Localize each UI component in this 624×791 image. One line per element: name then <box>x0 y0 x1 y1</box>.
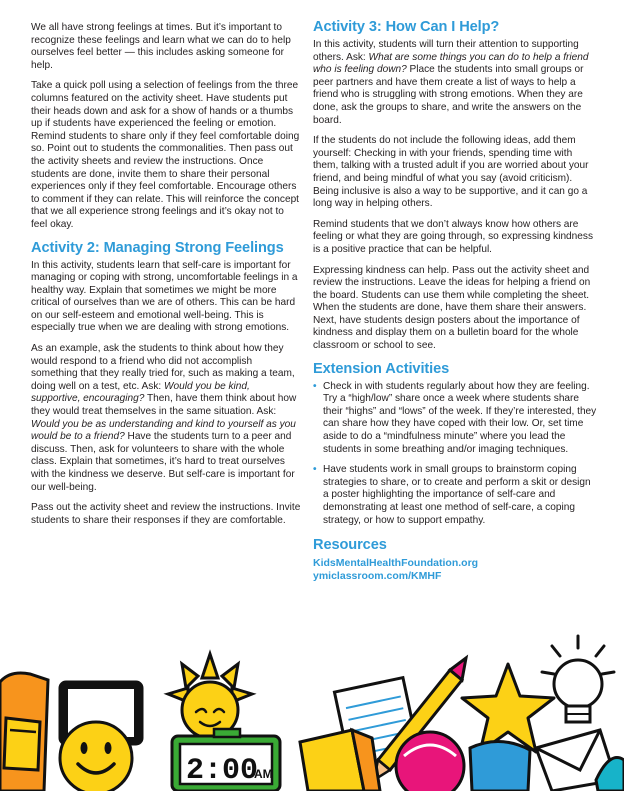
activity-2-paragraph-2 <box>31 343 301 494</box>
activity-2-paragraph-1: In this activity, students learn that self-care is important for managing or coping with strong, uncomfortable feelings in a healthy way. Explain that sometimes we might be more critical of ourselves than we are of others. This can be hard on our self-esteem and emotional well-being. This is especially true when we are dealing with strong emotions. <box>31 259 298 334</box>
lightbulb-icon <box>542 636 614 722</box>
italic-question: What are some things you can do to help a friend who is feeling down? <box>313 51 589 76</box>
text-run: Place the students into small groups or peer partners and have them create a list of ways to help a friend who is struggling with strong emotions. When they are done, ask the groups to share, and write the answers on the board. <box>313 64 584 126</box>
alarm-clock-icon <box>172 729 280 791</box>
blue-ribbon-icon <box>470 741 530 791</box>
resource-link-kmhf[interactable]: KidsMentalHealthFoundation.org <box>313 557 479 570</box>
intro-paragraph-1: We all have strong feelings at times. But it’s important to recognize these feelings and learn what we can do to help ourselves feel better — this includes asking someone for help. <box>31 22 291 71</box>
extension-list <box>313 381 597 528</box>
extension-heading: Extension Activities <box>313 360 450 377</box>
activity-3-paragraph-2: If the students do not include the following ideas, add them yourself: Checking in with your friends, spending time with them, talking with a trusted adult if you are worried about your friend, and being mindful of what you say (avoid criticism). Being inclusive is also a way to be supportive, and it can go a long way in helping others. <box>313 135 589 210</box>
activity-3-paragraph-1 <box>313 39 597 127</box>
smiley-face-icon <box>60 722 132 791</box>
clock-time: 2:00 <box>186 754 259 788</box>
clock-suffix: AM <box>254 767 273 781</box>
star-icon <box>462 664 554 752</box>
resource-link-ymi[interactable]: ymiclassroom.com/KMHF <box>313 570 442 583</box>
list-item: • Check in with students regularly about how they are feeling. Try a “high/low” share once a week where students share their “highs” and “lows” of the week. If they’re interested, they can share how they have coped with their low. Or, set time aside to do a “mindfulness minute” where you lead the students in some breathing and/or imaging techniques. <box>313 381 597 457</box>
activity-3-paragraph-4: Expressing kindness can help. Pass out the activity sheet and review the instructions. Leave the ideas for helping a friend on the board. Students can use them while completing the sheet. When the students are done, have them share their answers. Next, have students design posters about the importance of kindness and display them on a bulletin board for the whole classroom or school to see. <box>313 264 591 352</box>
intro-paragraph-2: Take a quick poll using a selection of feelings from the three columns featured on the activity sheet. Have students put their heads down and ask for a show of hands or a thumbs up if students have experienced the feeling or emotion. Remind students to share only if they feel comfortable doing so. Point out to students the commonalities. Then pass out the activity sheets and review the instructions. Once students are done, invite them to share their personal experiences only if they feel comfortable. Encourage others to comment if they can relate. This will reinforce the concept that we all experience strong feelings and it’s okay not to feel okay. <box>31 80 300 230</box>
footer-illustration <box>0 630 624 791</box>
list-item: • Have students work in small groups to brainstorm coping strategies to share, or to create and perform a skit or design a poster highlighting the importance of self-care and demonstrating at least one method of self-care, a coping strategy, or how to support empathy. <box>313 464 597 527</box>
activity-2-paragraph-3: Pass out the activity sheet and review the instructions. Invite students to share their responses if they are comfortable. <box>31 502 301 526</box>
right-column <box>313 19 597 583</box>
resources-heading: Resources <box>313 537 387 554</box>
text-run: As an example, ask the students to think about how they would respond to a friend who did not accomplish something that they really tried for, such as making a team, doing well on a test, etc. Ask: <box>31 343 295 392</box>
sun-icon <box>168 654 252 738</box>
activity-3-paragraph-3: Remind students that we don’t always know how others are feeling or what they are going through, so expressing kindness is a positive practice that can be helpful. <box>313 218 593 255</box>
italic-question: Would you be kind, supportive, encouraging? <box>31 380 250 405</box>
text-run: Then, have them think about how they would treat themselves in the same situation. Ask: <box>31 393 297 418</box>
text-run: In this activity, students will turn their attention to supporting others. Ask: <box>313 39 579 63</box>
italic-question: Would you be as understanding and kind to yourself as you would be to a friend? <box>31 418 296 443</box>
pink-circle-icon <box>396 732 464 791</box>
text-run: Have the students turn to a peer and discuss. Then, ask for volunteers to share with the whole class. Explain that sometimes, it’s hard to treat ourselves with the kindness we deserve. But self-care is important for our well-being. <box>31 431 295 493</box>
backpack-icon <box>0 673 48 791</box>
activity-2-heading: Activity 2: Managing Strong Feelings <box>31 239 284 256</box>
book-icon <box>300 730 380 791</box>
left-column <box>31 22 301 535</box>
activity-3-heading: Activity 3: How Can I Help? <box>313 19 500 35</box>
